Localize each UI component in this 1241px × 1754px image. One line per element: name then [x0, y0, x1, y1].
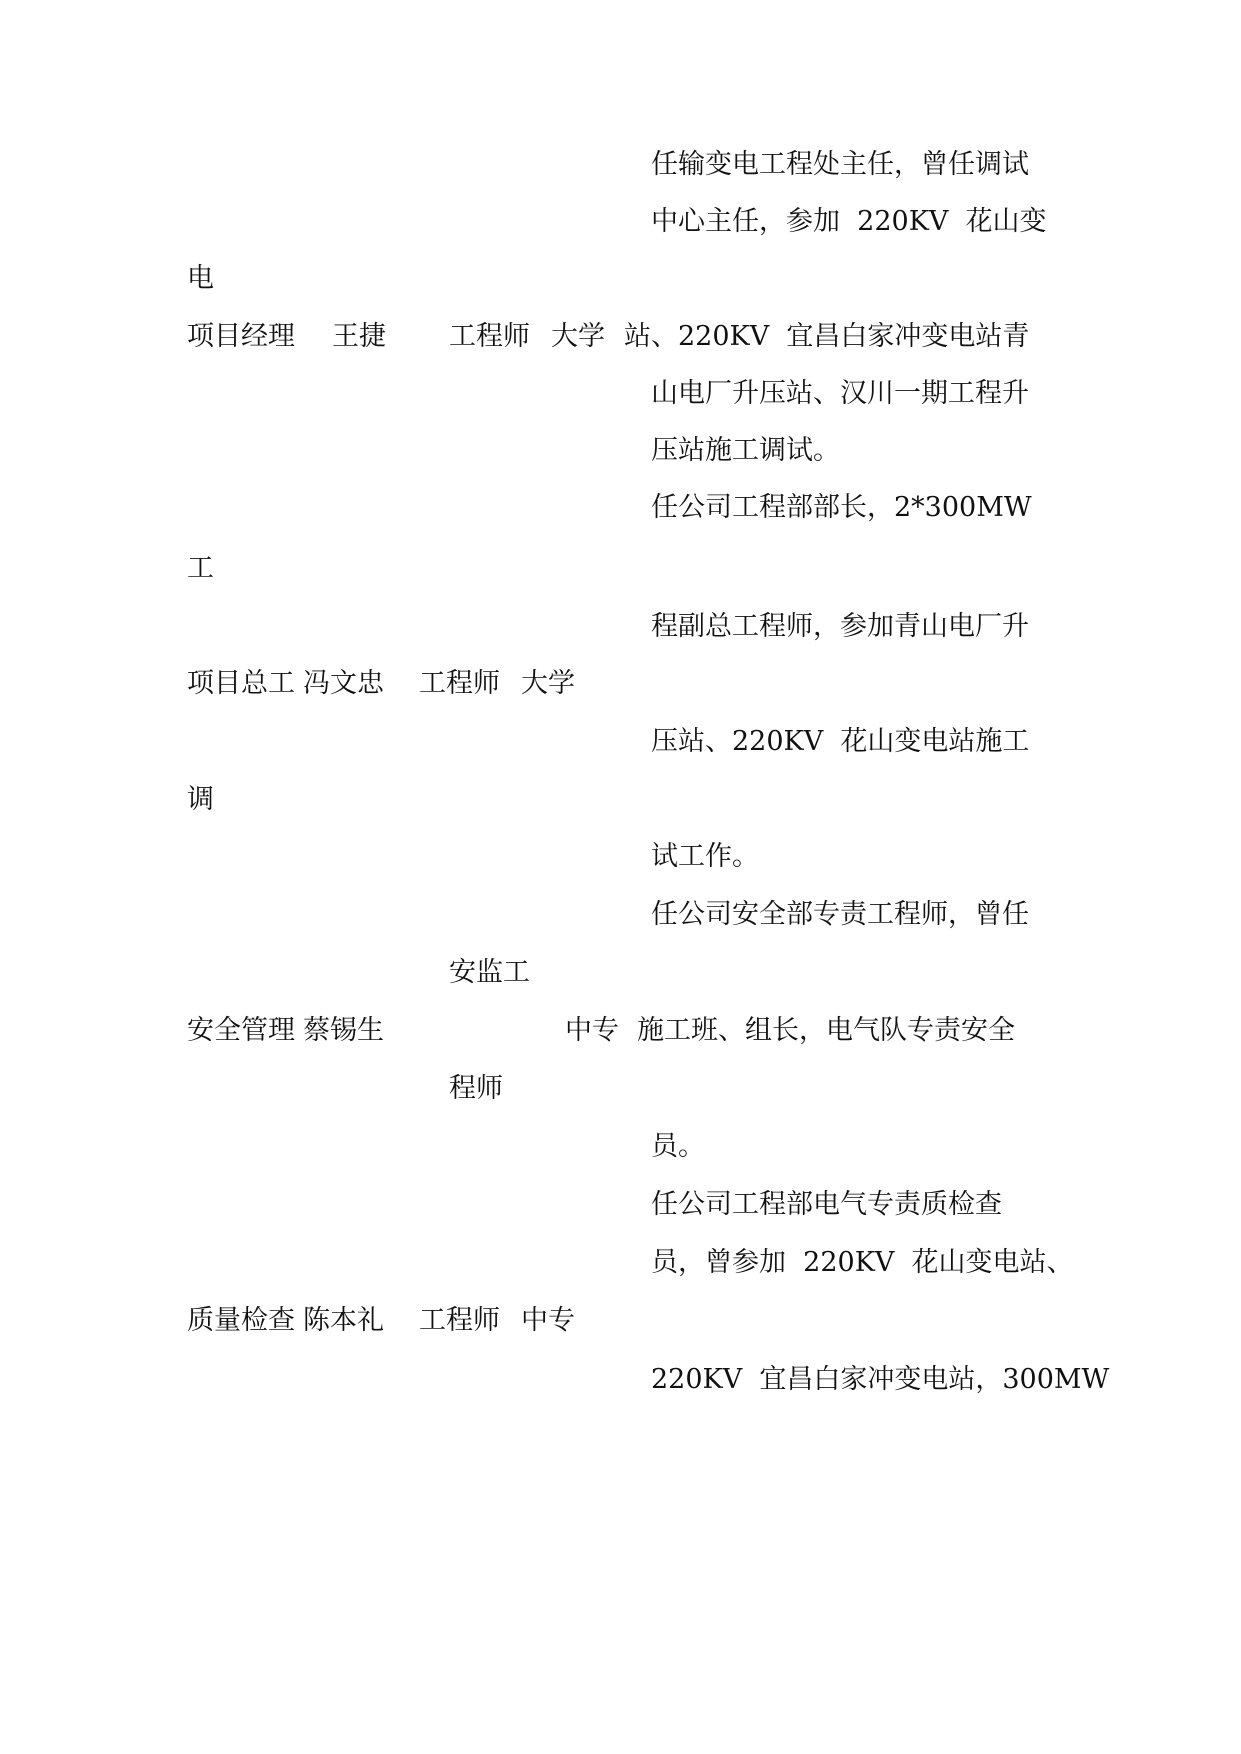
person-name: 陈本礼 [303, 1305, 384, 1336]
education: 大学 [521, 668, 575, 699]
role-label: 项目经理 [187, 321, 295, 352]
desc-line: 任公司安全部专责工程师，曾任 [651, 899, 1029, 930]
desc-line: 压站、220KV 花山变电站施工 [651, 726, 1030, 757]
desc-line: 员，曾参加 220KV 花山变电站、 [651, 1247, 1074, 1278]
desc-line: 程副总工程师，参加青山电厂升 [651, 611, 1029, 642]
desc-line: 试工作。 [651, 841, 759, 872]
education: 大学 [551, 321, 605, 352]
person-name: 蔡锡生 [303, 1015, 384, 1046]
desc-line: 施工班、组长，电气队专责安全 [637, 1015, 1015, 1046]
education: 中专 [521, 1305, 575, 1336]
role-label: 质量检查 [187, 1305, 295, 1336]
job-title: 工程师 [449, 321, 530, 352]
job-title-part: 程师 [449, 1073, 503, 1104]
wrapped-char: 电 [187, 263, 214, 294]
wrapped-char: 调 [187, 784, 214, 815]
education: 中专 [565, 1015, 619, 1046]
desc-line: 员。 [651, 1131, 705, 1162]
role-label: 安全管理 [187, 1015, 295, 1046]
desc-line: 任公司工程部电气专责质检查 [651, 1189, 1002, 1220]
person-name: 王捷 [332, 321, 386, 352]
person-name: 冯文忠 [303, 668, 384, 699]
desc-line: 压站施工调试。 [651, 435, 840, 466]
job-title: 工程师 [419, 668, 500, 699]
desc-line: 站、220KV 宜昌白家冲变电站青 [624, 321, 1030, 352]
job-title-part: 安监工 [449, 957, 530, 988]
desc-line: 山电厂升压站、汉川一期工程升 [651, 378, 1029, 409]
desc-line: 任公司工程部部长，2*300MW [651, 492, 1032, 523]
wrapped-char: 工 [187, 553, 214, 584]
role-label: 项目总工 [187, 668, 295, 699]
desc-line: 中心主任，参加 220KV 花山变 [651, 206, 1047, 237]
desc-line: 220KV 宜昌白家冲变电站，300MW [651, 1364, 1110, 1395]
desc-line: 任输变电工程处主任，曾任调试 [651, 149, 1029, 180]
job-title: 工程师 [419, 1305, 500, 1336]
